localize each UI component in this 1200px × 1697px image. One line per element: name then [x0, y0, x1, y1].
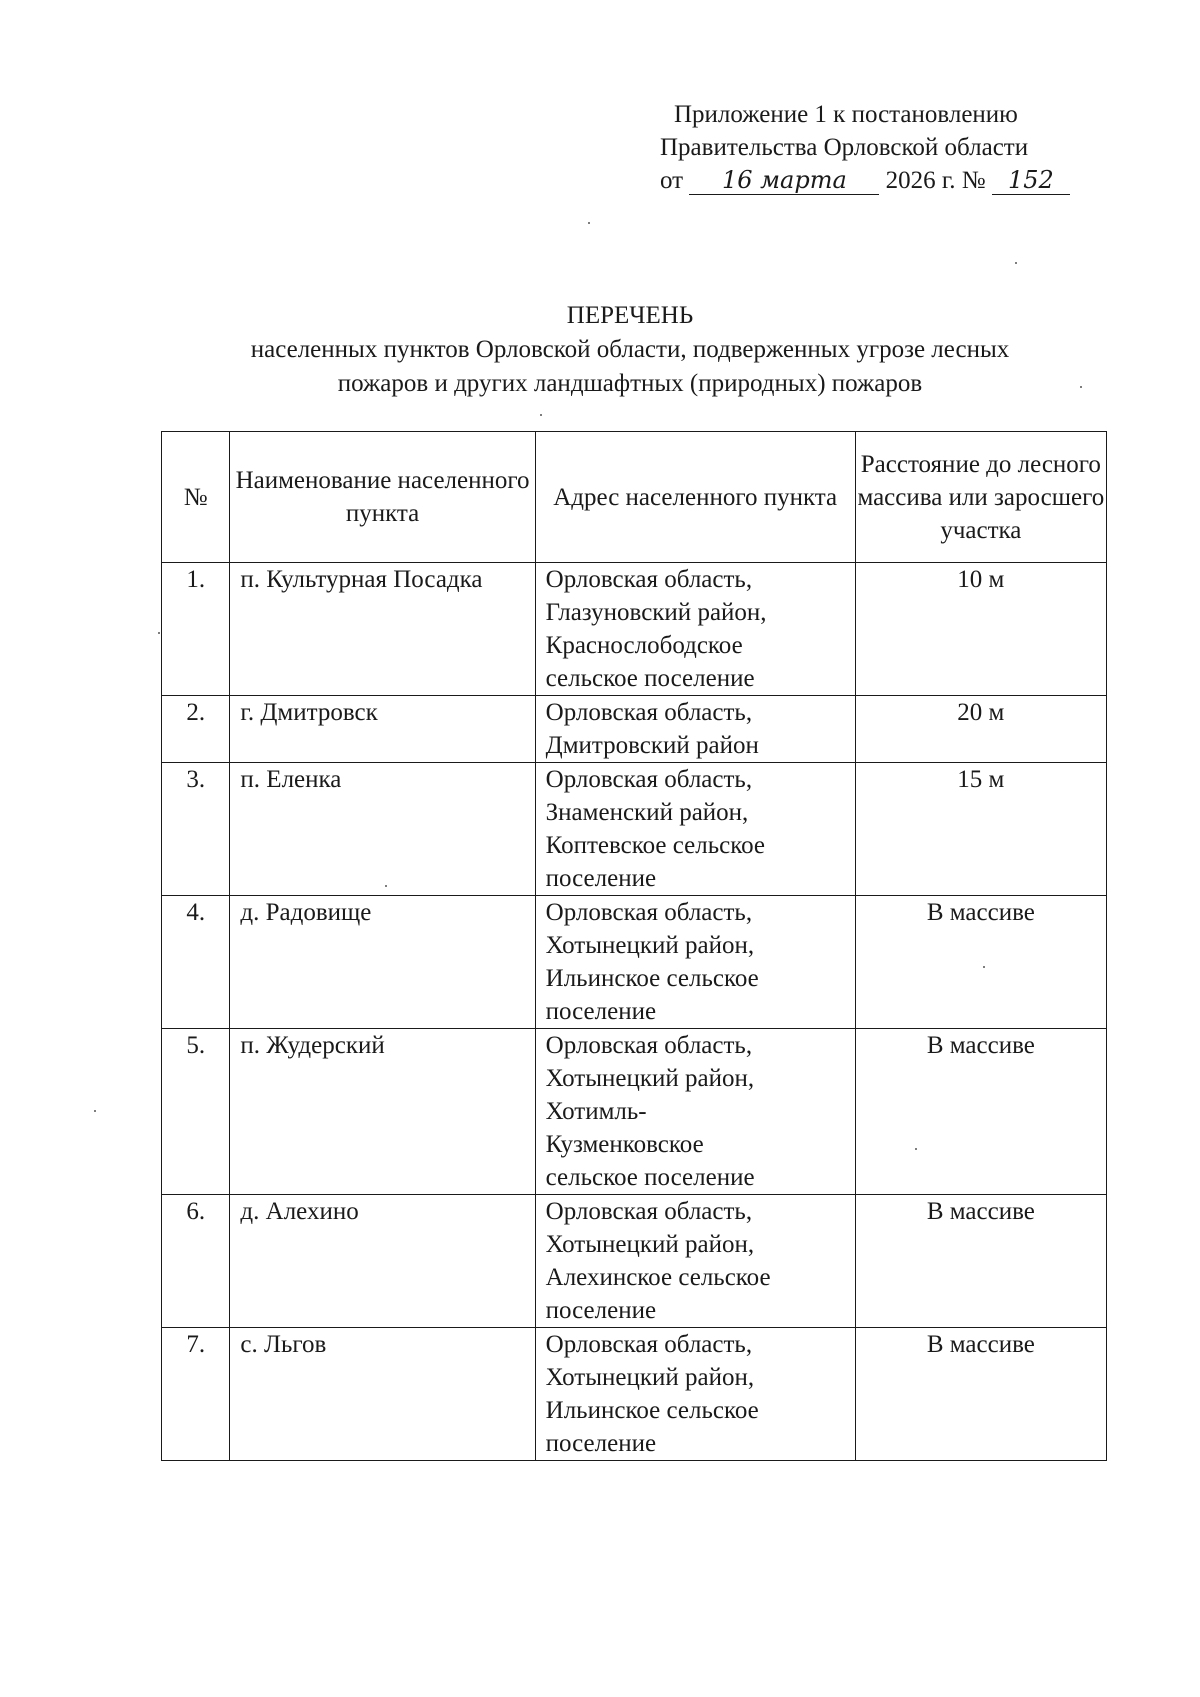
scan-speck [1080, 386, 1082, 388]
address-line: Ильинское сельское [545, 1397, 759, 1424]
settlement-name: п. Культурная Посадка [230, 563, 535, 696]
table-row [162, 896, 1107, 1029]
address-line: Знаменский район, [545, 799, 749, 826]
table-row [162, 1328, 1107, 1461]
title-heading: ПЕРЕЧЕНЬ [566, 302, 694, 329]
address-line: поселение [545, 865, 657, 892]
forest-distance: В массиве [855, 896, 1106, 1029]
address-line: Хотимль- [545, 1098, 647, 1125]
settlement-address [535, 696, 855, 763]
address-line: поселение [545, 998, 657, 1025]
row-number: 5. [162, 1029, 230, 1195]
settlement-address [535, 1195, 855, 1328]
address-line: Алехинское сельское [545, 1264, 771, 1291]
table-row [162, 1029, 1107, 1195]
settlement-name: п. Еленка [230, 763, 535, 896]
settlement-address [535, 896, 855, 1029]
address-line: Краснослободское [545, 632, 743, 659]
address-line: поселение [545, 1430, 657, 1457]
scan-speck [1015, 262, 1017, 264]
table-row [162, 563, 1107, 696]
scan-speck [540, 414, 542, 416]
forest-distance: 15 м [855, 763, 1106, 896]
scan-speck [983, 966, 985, 968]
address-line: Ильинское сельское [545, 965, 759, 992]
settlement-address [535, 1029, 855, 1195]
address-line: сельское поселение [545, 665, 755, 692]
address-line: поселение [545, 1297, 657, 1324]
address-line: Кузменковское [545, 1131, 704, 1158]
handwritten-number: 152 [992, 166, 1070, 195]
settlement-name: г. Дмитровск [230, 696, 535, 763]
address-line: Орловская область, [545, 766, 753, 793]
settlements-table [161, 431, 1107, 1461]
settlement-name: п. Жудерский [230, 1029, 535, 1195]
settlement-address [535, 1328, 855, 1461]
address-line: Дмитровский район [545, 732, 759, 759]
appendix-block [660, 98, 1070, 197]
settlement-address [535, 563, 855, 696]
settlement-name: с. Льгов [230, 1328, 535, 1461]
row-number: 7. [162, 1328, 230, 1461]
table-row [162, 763, 1107, 896]
date-prefix: от [660, 167, 684, 194]
address-line: Орловская область, [545, 1331, 753, 1358]
table-body [162, 563, 1107, 1461]
address-line: сельское поселение [545, 1164, 755, 1191]
address-line: Хотынецкий район, [545, 932, 755, 959]
address-line: Хотынецкий район, [545, 1231, 755, 1258]
address-line: Орловская область, [545, 1032, 753, 1059]
scan-speck [385, 885, 387, 887]
address-line: Орловская область, [545, 1198, 753, 1225]
appendix-line-1: Приложение 1 к постановлению [674, 101, 1018, 128]
row-number: 2. [162, 696, 230, 763]
table-row [162, 696, 1107, 763]
settlement-name: д. Радовище [230, 896, 535, 1029]
forest-distance: В массиве [855, 1195, 1106, 1328]
row-number: 3. [162, 763, 230, 896]
address-line: Хотынецкий район, [545, 1065, 755, 1092]
address-line: Коптевское сельское [545, 832, 766, 859]
address-line: Орловская область, [545, 566, 753, 593]
forest-distance: В массиве [855, 1029, 1106, 1195]
forest-distance: 20 м [855, 696, 1106, 763]
table-header-row [162, 432, 1107, 563]
date-year: 2026 г. № [885, 167, 986, 194]
document-title [150, 299, 1110, 401]
header-distance: Расстояние до лесного массива или заросшего участка [855, 432, 1106, 563]
address-line: Хотынецкий район, [545, 1364, 755, 1391]
scan-speck [588, 222, 590, 224]
settlement-address [535, 763, 855, 896]
row-number: 4. [162, 896, 230, 1029]
row-number: 6. [162, 1195, 230, 1328]
handwritten-date: 16 марта [689, 166, 879, 195]
forest-distance: 10 м [855, 563, 1106, 696]
row-number: 1. [162, 563, 230, 696]
title-subtitle-line-2: пожаров и других ландшафтных (природных) пожаров [337, 370, 923, 397]
settlement-name: д. Алехино [230, 1195, 535, 1328]
address-line: Глазуновский район, [545, 599, 767, 626]
table-row [162, 1195, 1107, 1328]
forest-distance: В массиве [855, 1328, 1106, 1461]
scan-speck [915, 1148, 917, 1150]
title-subtitle-line-1: населенных пунктов Орловской области, подверженных угрозе лесных [250, 336, 1010, 363]
address-line: Орловская область, [545, 899, 753, 926]
header-address: Адрес населенного пункта [535, 432, 855, 563]
scan-speck [94, 1110, 96, 1112]
header-number: № [162, 432, 230, 563]
appendix-date-line [660, 164, 1070, 197]
address-line: Орловская область, [545, 699, 753, 726]
appendix-line-2: Правительства Орловской области [660, 134, 1029, 161]
scan-speck [158, 632, 160, 634]
header-name: Наименование населенного пункта [230, 432, 535, 563]
